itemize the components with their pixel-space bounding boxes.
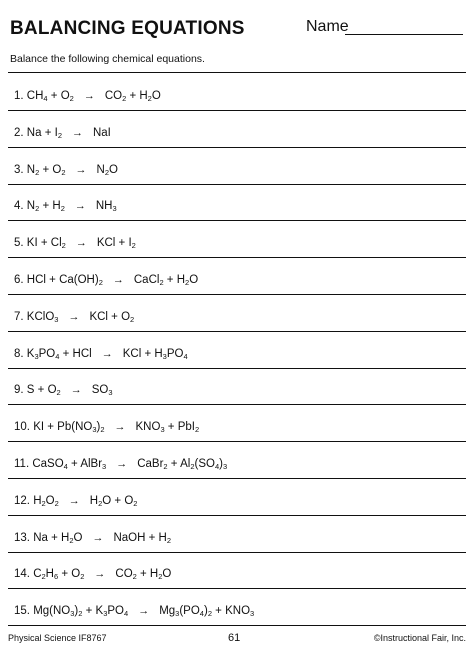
page-number: 61	[228, 632, 241, 644]
equation-number: 10.	[14, 421, 34, 434]
chemical-formula: $O_2$	[47, 384, 61, 398]
equation-number: 11.	[14, 458, 33, 470]
equation-text: 3. $N_2 + O_2 \to N_2O$	[14, 163, 118, 177]
equation-text: 9. $S + O_2 \to SO_3$	[14, 384, 113, 398]
equation-row[interactable]	[8, 332, 466, 369]
chemical-formula: $SO_3$	[91, 384, 113, 398]
chemical-formula: KI	[33, 421, 45, 434]
reaction-arrow-icon: →	[75, 163, 87, 176]
chemical-formula: $O_2$	[60, 90, 74, 103]
equation-row[interactable]	[8, 74, 466, 111]
equation-row[interactable]	[8, 148, 466, 185]
equation-row[interactable]	[8, 111, 466, 148]
equation-row[interactable]	[8, 295, 466, 332]
chemical-formula: $H_2O$	[89, 494, 112, 508]
chemical-formula: HCl	[72, 347, 92, 360]
chemical-formula: NaOH	[113, 531, 146, 544]
chemical-formula: HCl	[26, 274, 46, 286]
chemical-formula: $NH_3$	[95, 200, 117, 214]
equation-text: 5. KI + $Cl_2$ → KCl + $I_2$	[14, 237, 136, 251]
reaction-arrow-icon: →	[94, 568, 106, 581]
chemical-formula: $CO_2$	[115, 568, 137, 582]
equation-number: 9.	[14, 384, 27, 397]
chemical-formula: $I_2$	[54, 126, 62, 140]
chemical-formula: KI	[26, 237, 38, 250]
chemical-formula: $H_2O$	[176, 274, 199, 287]
equation-row[interactable]	[8, 184, 466, 221]
chemical-formula: KClO$_3$	[26, 310, 59, 324]
reaction-arrow-icon: →	[114, 421, 126, 434]
reaction-arrow-icon: →	[74, 200, 86, 213]
chemical-formula: $Al_2(SO_4)_3$	[180, 458, 228, 471]
chemical-formula: $Pb(NO_3)_2$	[57, 421, 105, 435]
chemical-formula: $CO_2$	[104, 90, 127, 103]
chemical-formula: Na	[33, 531, 48, 544]
chemical-formula: CaCl$_2$	[133, 274, 164, 287]
chemical-formula: $O_2$	[121, 310, 135, 324]
name-label: Name	[306, 18, 349, 35]
equation-number: 2.	[14, 126, 27, 139]
instructions-text: Balance the following chemical equations.	[10, 53, 205, 65]
reaction-arrow-icon: →	[92, 531, 104, 544]
equation-row[interactable]	[8, 405, 466, 442]
equation-row[interactable]	[8, 589, 466, 626]
chemical-formula: Na	[26, 126, 42, 139]
equation-number: 7.	[14, 310, 27, 323]
chemical-formula: $O_2$	[124, 494, 138, 508]
equation-row[interactable]	[8, 516, 466, 553]
chemical-formula: $H_3PO_4$	[154, 347, 188, 361]
reaction-arrow-icon: →	[101, 347, 113, 360]
chemical-formula: $KNO_3$	[225, 605, 255, 619]
chemical-formula: CaBr$_2$	[137, 458, 168, 471]
equation-text: 14. $C_2H_6 + O_2 \to CO_2 + H_2O$	[14, 568, 172, 582]
name-blank-line[interactable]	[345, 34, 463, 35]
chemical-formula: $N_2$	[26, 200, 40, 214]
equation-number: 6.	[14, 274, 27, 286]
equation-number: 5.	[14, 237, 27, 250]
equation-text: 6. HCl + $Ca(OH)_2$ → CaCl$_2$ + $H_2O$	[14, 274, 199, 287]
equation-text: 1. $CH_4 + O_2 \to CO_2 + H_2O$	[14, 90, 161, 103]
reaction-arrow-icon: →	[68, 494, 80, 507]
equation-text: 8. $K_3PO_4$ + HCl → KCl + $H_3PO_4$	[14, 347, 188, 361]
reaction-arrow-icon: →	[71, 126, 83, 139]
chemical-formula: S	[26, 384, 35, 397]
chemical-formula: $H_2$	[158, 531, 171, 545]
chemical-formula: $H_2O$	[61, 531, 83, 545]
chemical-formula: $H_2O$	[149, 568, 172, 582]
chemical-formula: KCl	[89, 310, 108, 323]
equation-text: 15. $Mg(NO_3)_2 + K_3PO_4 \to Mg_3(PO_4)_2 + KNO_3$	[14, 605, 255, 619]
equation-text: 7. KClO$_3$ → KCl + $O_2$	[14, 310, 135, 324]
chemical-formula: $O_2$	[71, 568, 85, 582]
chemical-formula: KCl	[96, 237, 116, 250]
reaction-arrow-icon: →	[138, 605, 150, 618]
chemical-formula: $H_2O$	[139, 90, 161, 103]
equation-number: 4.	[14, 200, 27, 213]
chemical-formula: $K_3PO_4$	[26, 347, 60, 361]
chemical-formula: $C_2H_6$	[33, 568, 59, 582]
reaction-arrow-icon: →	[112, 274, 124, 286]
equation-number: 3.	[14, 163, 27, 176]
worksheet-title: BALANCING EQUATIONS	[10, 18, 245, 39]
chemical-formula: KCl	[122, 347, 142, 360]
equation-number: 13.	[14, 531, 34, 544]
equation-number: 1.	[14, 90, 27, 102]
chemical-formula: $O_2$	[52, 163, 66, 177]
equation-text: 2. $Na + I_2$ → NaI	[14, 126, 111, 140]
chemical-formula: AlBr$_3$	[80, 458, 107, 471]
footer-course: Physical Science IF8767	[8, 633, 107, 643]
top-divider	[8, 72, 466, 73]
chemical-formula: $Ca(OH)_2$	[59, 274, 103, 287]
reaction-arrow-icon: →	[83, 90, 95, 102]
reaction-arrow-icon: →	[116, 458, 128, 470]
chemical-formula: $N_2O$	[96, 163, 118, 177]
equation-text: 13. $Na + H_2O$ → NaOH + $H_2$	[14, 531, 171, 545]
reaction-arrow-icon: →	[70, 384, 82, 397]
reaction-arrow-icon: →	[68, 310, 80, 323]
equation-row[interactable]	[8, 258, 466, 295]
reaction-arrow-icon: →	[75, 237, 87, 250]
equation-row[interactable]	[8, 442, 466, 479]
chemical-formula: $H_2O_2$	[33, 494, 59, 508]
equation-number: 14.	[14, 568, 34, 581]
chemical-formula: $N_2$	[26, 163, 40, 177]
chemical-formula: $Cl_2$	[50, 237, 66, 251]
chemical-formula: CaSO$_4$	[32, 458, 68, 471]
equation-text: 12. $H_2O_2 \to H_2O + O_2$	[14, 494, 138, 508]
equation-number: 8.	[14, 347, 27, 360]
chemical-formula: $H_2$	[52, 200, 65, 214]
equation-row[interactable]	[8, 479, 466, 516]
equation-row[interactable]	[8, 221, 466, 258]
chemical-formula: NaI	[92, 126, 111, 139]
chemical-formula: $Mg(NO_3)_2$	[33, 605, 83, 619]
equation-text: 4. $N_2 + H_2 \to NH_3$	[14, 200, 117, 214]
chemical-formula: $KNO_3$	[135, 421, 165, 435]
chemical-formula: $K_3PO_4$	[95, 605, 129, 619]
equation-row[interactable]	[8, 368, 466, 405]
chemical-formula: $CH_4$	[26, 90, 48, 103]
equation-number: 12.	[14, 494, 34, 507]
equation-text: 11. CaSO$_4$ + AlBr$_3$ → CaBr$_2$ + $Al_2(SO_4)_3$	[14, 458, 228, 471]
equation-row[interactable]	[8, 552, 466, 589]
chemical-formula: PbI$_2$	[177, 421, 200, 435]
chemical-formula: $I_2$	[128, 237, 136, 251]
chemical-formula: $Mg_3(PO_4)_2$	[159, 605, 212, 619]
equation-text: 10. KI + $Pb(NO_3)_2 \to KNO_3 + PbI_2$	[14, 421, 200, 435]
equation-number: 15.	[14, 605, 34, 618]
footer-copyright: ©Instructional Fair, Inc.	[373, 633, 466, 643]
